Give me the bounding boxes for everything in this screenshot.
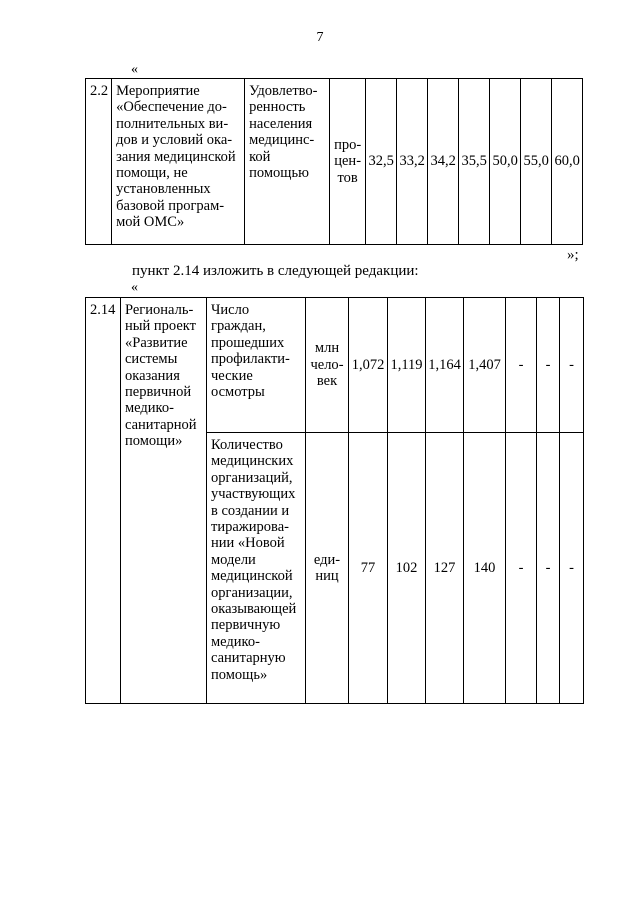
- value-cell: 34,2: [428, 79, 459, 245]
- instruction-text: пункт 2.14 изложить в следующей редакции:: [132, 263, 419, 279]
- value-cell: 33,2: [397, 79, 428, 245]
- unit: единиц: [306, 433, 349, 704]
- value-cell: 1,119: [388, 298, 426, 433]
- row-number: 2.2: [86, 79, 112, 245]
- value-cell: 35,5: [459, 79, 490, 245]
- opening-quote-1: «: [131, 62, 138, 77]
- indicator-name: Удовлетворенность населения медицинской помощью: [245, 79, 330, 245]
- value-cell: 1,407: [464, 298, 506, 433]
- table-row: [86, 298, 584, 433]
- table-row: [86, 79, 583, 245]
- indicator-name: Число граждан, прошедших профилактические осмотры: [207, 298, 306, 433]
- project-name: Региональный проект «Развитие системы оказания первичной медико-санитарной помощи»: [121, 298, 207, 704]
- table-2-2: [85, 78, 583, 245]
- value-cell: -: [506, 298, 537, 433]
- value-cell: 60,0: [552, 79, 583, 245]
- value-cell: 1,164: [426, 298, 464, 433]
- indicator-name: Количество медицинских организаций, участвующих в создании и тиражировании «Новой модели медицинской организации, оказывающей первичную медико-санитарную помощь»: [207, 433, 306, 704]
- page-number: 7: [316, 30, 324, 45]
- opening-quote-2: «: [131, 280, 138, 295]
- table-2-14: [85, 297, 584, 704]
- value-cell: -: [506, 433, 537, 704]
- value-cell: 102: [388, 433, 426, 704]
- unit: млн человек: [306, 298, 349, 433]
- value-cell: 77: [349, 433, 388, 704]
- value-cell: 140: [464, 433, 506, 704]
- closing-mark: »;: [567, 247, 579, 263]
- value-cell: -: [560, 433, 584, 704]
- value-cell: 50,0: [490, 79, 521, 245]
- value-cell: 55,0: [521, 79, 552, 245]
- value-cell: 127: [426, 433, 464, 704]
- unit: процентов: [330, 79, 366, 245]
- value-cell: 32,5: [366, 79, 397, 245]
- value-cell: -: [537, 298, 560, 433]
- event-name: Мероприятие «Обеспечение дополнительных видов и условий оказания медицинской помощи, не установленных базовой программой ОМС»: [112, 79, 245, 245]
- value-cell: -: [560, 298, 584, 433]
- value-cell: 1,072: [349, 298, 388, 433]
- value-cell: -: [537, 433, 560, 704]
- row-number: 2.14: [86, 298, 121, 704]
